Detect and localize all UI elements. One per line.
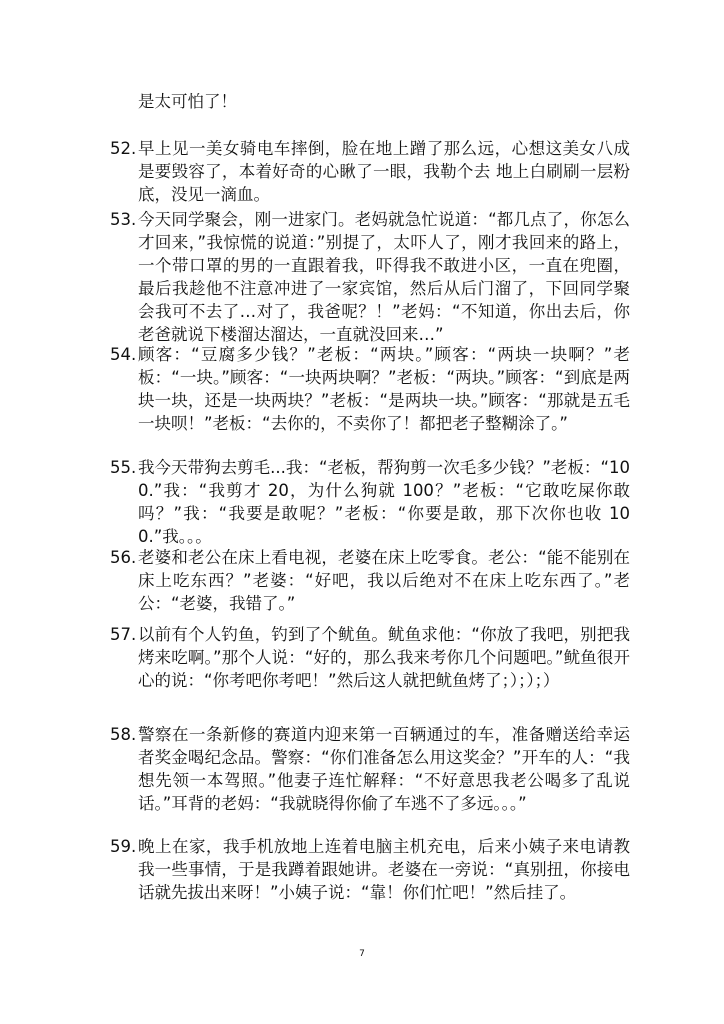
item-number: 57. (110, 625, 137, 644)
item-text: 早上见一美女骑电车摔倒，脸在地上蹭了那么远，心想这美女八成是要毁容了，本着好奇的心瞅了一眼，我勒个去 地上白刷刷一层粉底，没见一滴血。 (138, 139, 630, 204)
list-item-54 (110, 343, 630, 435)
list-item-57 (110, 623, 630, 692)
item-number: 59. (110, 837, 137, 856)
item-number: 56. (110, 548, 137, 567)
item-number: 58. (110, 725, 137, 744)
list-item-52 (110, 137, 630, 206)
list-item-53 (110, 208, 630, 346)
item-text: 顾客：“豆腐多少钱？”老板：“两块。”顾客：“两块一块啊？”老板：“一块。”顾客：“一块两块啊？”老板：“两块。”顾客：“到底是两块一块，还是一块两块？”老板：“是两块一块。”顾客：“那就是五毛一块呗！”老板：“去你的，不卖你了！都把老子整糊涂了。” (138, 345, 630, 433)
list-item-59 (110, 835, 630, 904)
list-item-58 (110, 723, 630, 815)
item-text: 警察在一条新修的赛道内迎来第一百辆通过的车，准备赠送给幸运者奖金喝纪念品。警察：“你们准备怎么用这奖金？”开车的人：“我想先领一本驾照。”他妻子连忙解释：“不好意思我老公喝多了乱说话。”耳背的老妈：“我就晓得你偷了车逃不了多远。。。” (138, 725, 630, 813)
item-text: 老婆和老公在床上看电视，老婆在床上吃零食。老公：“能不能别在床上吃东西？”老婆：“好吧，我以后绝对不在床上吃东西了。”老公：“老婆，我错了。” (138, 548, 630, 613)
item-text: 以前有个人钓鱼，钓到了个鱿鱼。鱿鱼求他：“你放了我吧，别把我烤来吃啊。”那个人说：“好的，那么我来考你几个问题吧。”鱿鱼很开心的说：“你考吧你考吧！”然后这人就把鱿鱼烤了；）；）；） (138, 625, 630, 690)
list-item-55 (110, 456, 630, 548)
continued-paragraph: 是太可怕了！ (138, 92, 237, 111)
item-text: 今天同学聚会，刚一进家门。老妈就急忙说道：“都几点了，你怎么才回来，”我惊慌的说道：”别提了，太吓人了，刚才我回来的路上，一个带口罩的男的一直跟着我，吓得我不敢进小区，一直在兜圈，最后我趁他不注意冲进了一家宾馆，然后从后门溜了，下回同学聚会我可不去了…对了，我爸呢？！”老妈：“不知道，你出去后，你老爸就说下楼溜达溜达，一直就没回来…” (138, 210, 630, 344)
page-number: 7 (359, 949, 365, 959)
item-number: 52. (110, 139, 137, 158)
item-number: 55. (110, 458, 137, 477)
item-text: 晚上在家，我手机放地上连着电脑主机充电，后来小姨子来电请教我一些事情，于是我蹲着跟她讲。老婆在一旁说：“真别扭，你接电话就先拔出来呀！”小姨子说：“靠！你们忙吧！”然后挂了。 (138, 837, 630, 902)
item-number: 53. (110, 210, 137, 229)
list-item-56 (110, 546, 630, 615)
item-number: 54. (110, 345, 137, 364)
item-text: 我今天带狗去剪毛...我：“老板，帮狗剪一次毛多少钱？”老板：“100.”我：“我剪才 20，为什么狗就 100？”老板：“它敢吃屎你敢吗？”我：“我要是敢呢？”老板：“你要是敢，那下次你也收 100.”我。。。 (138, 458, 630, 546)
